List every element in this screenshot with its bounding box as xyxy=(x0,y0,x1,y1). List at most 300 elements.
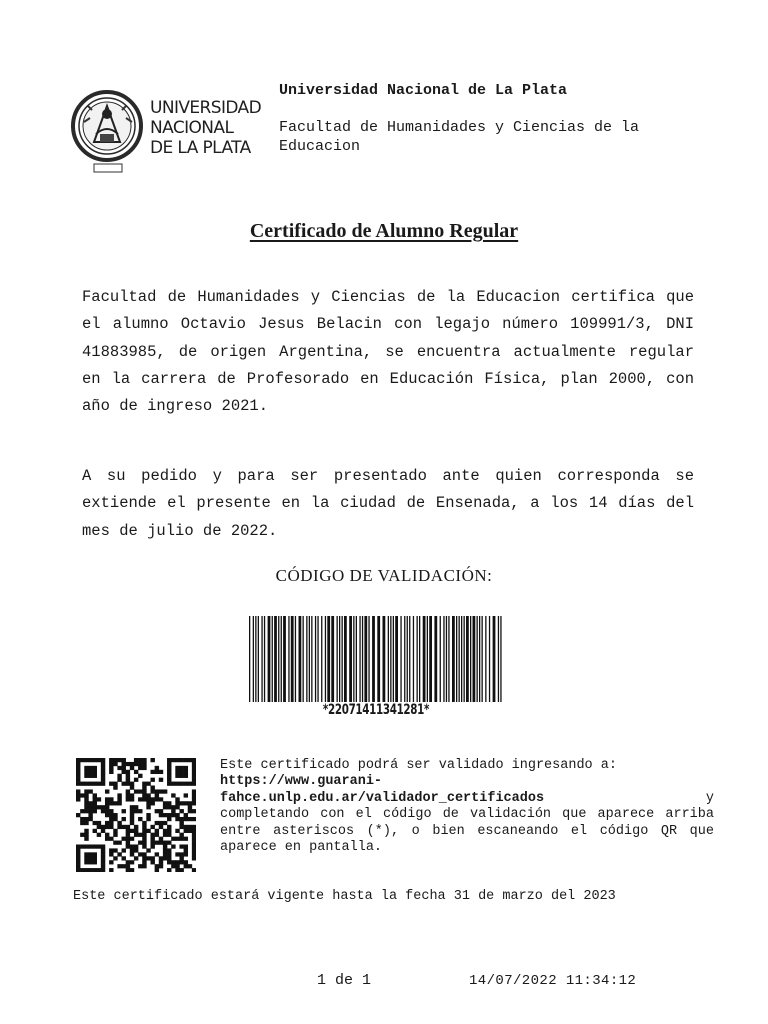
instructions-intro: Este certificado podrá ser validado ingresando a: xyxy=(220,758,617,773)
qr-module xyxy=(117,793,121,797)
qr-module xyxy=(97,797,101,801)
qr-module xyxy=(188,782,192,786)
qr-module xyxy=(130,829,134,833)
qr-module xyxy=(105,809,109,813)
qr-module xyxy=(109,797,113,801)
qr-module xyxy=(167,782,171,786)
qr-module xyxy=(155,789,159,793)
qr-module xyxy=(113,813,117,817)
qr-module xyxy=(122,817,126,821)
barcode-bar xyxy=(400,616,401,702)
qr-module xyxy=(84,793,88,797)
qr-module xyxy=(192,848,196,852)
barcode-bar xyxy=(317,616,318,702)
qr-module xyxy=(88,844,92,848)
qr-module xyxy=(84,809,88,813)
qr-module xyxy=(130,782,134,786)
barcode-bar xyxy=(309,616,310,702)
qr-module xyxy=(117,758,121,762)
qr-module xyxy=(155,864,159,868)
barcode-bar xyxy=(479,616,480,702)
qr-module xyxy=(126,770,130,774)
barcode-bar xyxy=(344,616,347,702)
certification-paragraph: Facultad de Humanidades y Ciencias de la Educacion certifica que el alumno Octavio Jesus Belacin con legajo número 109991/3, DNI 41883985, de origen Argentina, se encuentra actualmente regular en la carrera de Profesorado en Educación Física, plan 2000, con año de ingreso 2021. xyxy=(82,288,694,416)
qr-module xyxy=(130,837,134,841)
qr-module xyxy=(192,833,196,837)
qr-module xyxy=(113,762,117,766)
qr-module xyxy=(101,758,105,762)
qr-module xyxy=(167,829,171,833)
qr-module xyxy=(184,860,188,864)
qr-module xyxy=(159,856,163,860)
qr-module xyxy=(126,841,130,845)
qr-module xyxy=(167,813,171,817)
qr-module xyxy=(184,825,188,829)
barcode-bar xyxy=(337,616,338,702)
qr-module xyxy=(109,801,113,805)
qr-module xyxy=(179,770,183,774)
qr-module xyxy=(101,778,105,782)
qr-module xyxy=(159,825,163,829)
qr-module xyxy=(130,793,134,797)
qr-module xyxy=(76,774,80,778)
qr-module xyxy=(188,809,192,813)
qr-module xyxy=(109,837,113,841)
qr-module xyxy=(138,809,142,813)
qr-module xyxy=(88,852,92,856)
qr-module xyxy=(155,770,159,774)
qr-module xyxy=(76,864,80,868)
qr-module xyxy=(138,774,142,778)
qr-module xyxy=(126,868,130,872)
qr-module xyxy=(192,778,196,782)
qr-module xyxy=(159,864,163,868)
qr-module xyxy=(113,829,117,833)
qr-module xyxy=(84,770,88,774)
qr-module xyxy=(192,841,196,845)
barcode-bar xyxy=(253,616,254,702)
qr-module xyxy=(134,844,138,848)
qr-module xyxy=(179,868,183,872)
qr-module xyxy=(113,782,117,786)
qr-module xyxy=(122,856,126,860)
barcode-bar xyxy=(258,616,259,702)
qr-module xyxy=(184,774,188,778)
barcode-bar xyxy=(493,616,496,702)
qr-module xyxy=(105,821,109,825)
barcode-bar xyxy=(459,616,460,702)
qr-module xyxy=(142,829,146,833)
qr-module xyxy=(159,797,163,801)
barcode-bar xyxy=(470,616,471,702)
qr-module xyxy=(142,758,146,762)
qr-module xyxy=(109,868,113,872)
qr-module xyxy=(93,805,97,809)
qr-module xyxy=(84,844,88,848)
qr-module xyxy=(188,817,192,821)
barcode-bar xyxy=(429,616,432,702)
qr-module xyxy=(179,833,183,837)
qr-module xyxy=(113,848,117,852)
qr-module xyxy=(76,848,80,852)
validator-url-line2: fahce.unlp.edu.ar/validador_certificados xyxy=(220,790,545,806)
barcode-bar xyxy=(278,616,279,702)
qr-module xyxy=(93,856,97,860)
qr-module xyxy=(175,817,179,821)
qr-module xyxy=(150,841,154,845)
qr-module xyxy=(126,762,130,766)
qr-module xyxy=(84,758,88,762)
qr-module xyxy=(93,844,97,848)
qr-module xyxy=(122,809,126,813)
qr-module xyxy=(159,841,163,845)
qr-module xyxy=(109,821,113,825)
qr-module xyxy=(97,868,101,872)
logo-wordmark xyxy=(150,98,261,158)
qr-module xyxy=(179,809,183,813)
qr-module xyxy=(167,758,171,762)
qr-module xyxy=(117,841,121,845)
qr-module xyxy=(192,774,196,778)
university-name: Universidad Nacional de La Plata xyxy=(279,82,568,99)
qr-module xyxy=(184,801,188,805)
barcode-bar xyxy=(327,616,330,702)
qr-module xyxy=(105,789,109,793)
qr-module xyxy=(109,758,113,762)
qr-module xyxy=(117,797,121,801)
barcode-bar xyxy=(342,616,343,702)
qr-module xyxy=(93,821,97,825)
qr-module xyxy=(175,770,179,774)
qr-module xyxy=(171,860,175,864)
barcode-bar xyxy=(283,616,286,702)
barcode-number: *22071411341281* xyxy=(322,702,430,718)
qr-module xyxy=(163,829,167,833)
barcode-bar xyxy=(291,616,294,702)
qr-module xyxy=(167,848,171,852)
qr-module xyxy=(122,758,126,762)
qr-module xyxy=(175,782,179,786)
qr-module xyxy=(76,813,80,817)
barcode-bar xyxy=(388,616,389,702)
qr-module xyxy=(171,805,175,809)
qr-module xyxy=(179,782,183,786)
qr-module xyxy=(155,766,159,770)
barcode-bar xyxy=(299,616,302,702)
barcode-bar xyxy=(461,616,462,702)
qr-module xyxy=(105,797,109,801)
barcode-bar xyxy=(281,616,282,702)
qr-module xyxy=(167,841,171,845)
barcode-bar xyxy=(440,616,441,702)
qr-module xyxy=(122,864,126,868)
qr-module xyxy=(150,770,154,774)
qr-module xyxy=(101,860,105,864)
barcode-bar xyxy=(339,616,340,702)
qr-module xyxy=(179,837,183,841)
qr-module xyxy=(109,817,113,821)
qr-module xyxy=(192,817,196,821)
qr-module xyxy=(93,782,97,786)
qr-module xyxy=(142,841,146,845)
qr-module xyxy=(179,817,183,821)
qr-module xyxy=(184,864,188,868)
qr-module xyxy=(130,786,134,790)
qr-module xyxy=(97,825,101,829)
qr-module xyxy=(105,825,109,829)
qr-module xyxy=(142,821,146,825)
qr-module xyxy=(105,813,109,817)
qr-module xyxy=(101,825,105,829)
qr-module xyxy=(88,817,92,821)
qr-module xyxy=(130,805,134,809)
qr-module xyxy=(138,762,142,766)
qr-module xyxy=(76,758,80,762)
qr-module xyxy=(192,793,196,797)
barcode-bar xyxy=(446,616,447,702)
qr-module xyxy=(80,821,84,825)
qr-module xyxy=(122,848,126,852)
qr-module xyxy=(80,809,84,813)
qr-module xyxy=(142,833,146,837)
barcode-bar xyxy=(353,616,354,702)
qr-module xyxy=(184,766,188,770)
qr-module xyxy=(126,864,130,868)
barcode-bar xyxy=(261,616,262,702)
qr-module xyxy=(138,833,142,837)
qr-module xyxy=(175,766,179,770)
qr-module xyxy=(138,789,142,793)
qr-module xyxy=(167,770,171,774)
qr-module xyxy=(84,782,88,786)
qr-module xyxy=(126,778,130,782)
qr-module xyxy=(122,762,126,766)
qr-module xyxy=(126,789,130,793)
barcode-bar xyxy=(288,616,289,702)
qr-module xyxy=(130,813,134,817)
qr-module xyxy=(80,793,84,797)
qr-module xyxy=(163,821,167,825)
qr-module xyxy=(84,789,88,793)
barcode-bar xyxy=(485,616,486,702)
qr-module xyxy=(150,837,154,841)
qr-module xyxy=(167,778,171,782)
qr-module xyxy=(101,805,105,809)
certificate-title xyxy=(0,220,768,243)
qr-module xyxy=(130,860,134,864)
barcode-bar xyxy=(255,616,256,702)
qr-module xyxy=(84,829,88,833)
qr-module xyxy=(167,766,171,770)
qr-module xyxy=(76,778,80,782)
qr-module xyxy=(150,778,154,782)
qr-module xyxy=(171,793,175,797)
qr-module xyxy=(109,860,113,864)
qr-module xyxy=(163,848,167,852)
qr-module xyxy=(167,868,171,872)
qr-module xyxy=(84,774,88,778)
qr-module xyxy=(117,852,121,856)
qr-module xyxy=(84,856,88,860)
qr-module xyxy=(93,829,97,833)
logo-line: UNIVERSIDAD xyxy=(150,98,262,118)
qr-module xyxy=(179,801,183,805)
qr-module xyxy=(134,833,138,837)
qr-module xyxy=(138,758,142,762)
qr-module xyxy=(80,817,84,821)
barcode-bar xyxy=(356,616,357,702)
qr-module xyxy=(130,868,134,872)
qr-module xyxy=(155,829,159,833)
qr-module xyxy=(192,809,196,813)
qr-module xyxy=(142,766,146,770)
qr-module xyxy=(142,852,146,856)
qr-module xyxy=(155,868,159,872)
instructions-connector: y xyxy=(705,790,714,806)
barcode-bar xyxy=(409,616,410,702)
qr-module xyxy=(105,801,109,805)
barcode-bar xyxy=(395,616,398,702)
barcode-bar xyxy=(393,616,394,702)
qr-module xyxy=(93,766,97,770)
qr-module xyxy=(155,797,159,801)
qr-module xyxy=(175,829,179,833)
barcode-bar xyxy=(390,616,391,702)
barcode-bar xyxy=(477,616,478,702)
qr-module xyxy=(109,809,113,813)
qr-module xyxy=(88,758,92,762)
qr-module xyxy=(179,825,183,829)
barcode-bar xyxy=(452,616,455,702)
qr-module xyxy=(167,860,171,864)
qr-module xyxy=(97,805,101,809)
qr-module xyxy=(192,844,196,848)
qr-module xyxy=(76,868,80,872)
qr-module xyxy=(179,821,183,825)
qr-module xyxy=(130,817,134,821)
qr-module xyxy=(150,789,154,793)
qr-module xyxy=(175,864,179,868)
qr-module xyxy=(184,817,188,821)
qr-module xyxy=(150,801,154,805)
qr-module xyxy=(101,762,105,766)
qr-module xyxy=(84,766,88,770)
qr-module xyxy=(146,793,150,797)
qr-module xyxy=(167,774,171,778)
qr-module xyxy=(84,852,88,856)
qr-module xyxy=(130,848,134,852)
barcode-bar xyxy=(364,616,367,702)
qr-module xyxy=(88,813,92,817)
qr-module xyxy=(97,758,101,762)
qr-module xyxy=(84,833,88,837)
qr-module xyxy=(101,848,105,852)
barcode-bar xyxy=(456,616,457,702)
qr-module xyxy=(101,774,105,778)
qr-module xyxy=(175,801,179,805)
qr-module xyxy=(113,833,117,837)
qr-module xyxy=(134,758,138,762)
qr-module xyxy=(76,797,80,801)
qr-module xyxy=(146,817,150,821)
university-logo xyxy=(70,84,262,176)
qr-module xyxy=(113,817,117,821)
barcode-bar xyxy=(268,616,271,702)
qr-module xyxy=(142,844,146,848)
qr-module xyxy=(159,789,163,793)
qr-module xyxy=(150,844,154,848)
qr-module xyxy=(109,782,113,786)
qr-module xyxy=(80,833,84,837)
qr-module xyxy=(146,797,150,801)
qr-module xyxy=(88,805,92,809)
barcode-bar xyxy=(331,616,334,702)
qr-module xyxy=(109,825,113,829)
qr-module xyxy=(130,797,134,801)
qr-module xyxy=(97,844,101,848)
qr-module xyxy=(171,844,175,848)
qr-module xyxy=(93,793,97,797)
qr-module xyxy=(84,837,88,841)
qr-module xyxy=(192,825,196,829)
qr-module xyxy=(159,821,163,825)
qr-module xyxy=(76,762,80,766)
barcode-bar xyxy=(404,616,405,702)
barcode-bar xyxy=(419,616,420,702)
qr-module xyxy=(101,829,105,833)
qr-module xyxy=(138,864,142,868)
qr-module xyxy=(126,837,130,841)
qr-module xyxy=(155,809,159,813)
qr-module xyxy=(150,833,154,837)
qr-module xyxy=(175,805,179,809)
qr-module xyxy=(101,844,105,848)
qr-module xyxy=(93,860,97,864)
qr-module xyxy=(150,860,154,864)
qr-module xyxy=(184,848,188,852)
qr-module xyxy=(184,770,188,774)
qr-module xyxy=(84,797,88,801)
qr-module xyxy=(146,856,150,860)
qr-module xyxy=(117,778,121,782)
qr-module xyxy=(97,833,101,837)
qr-module xyxy=(84,805,88,809)
qr-module xyxy=(167,852,171,856)
qr-module xyxy=(80,844,84,848)
qr-module xyxy=(142,782,146,786)
qr-module xyxy=(150,758,154,762)
qr-module xyxy=(101,770,105,774)
qr-module xyxy=(109,770,113,774)
qr-module xyxy=(84,817,88,821)
issue-timestamp: 14/07/2022 11:34:12 xyxy=(469,973,637,989)
qr-module xyxy=(159,860,163,864)
qr-module xyxy=(150,786,154,790)
qr-module xyxy=(142,762,146,766)
qr-module xyxy=(146,813,150,817)
qr-module xyxy=(113,841,117,845)
barcode-bar xyxy=(325,616,326,702)
qr-module xyxy=(88,860,92,864)
qr-module xyxy=(130,809,134,813)
validation-barcode xyxy=(247,616,505,704)
validation-code-label: CÓDIGO DE VALIDACIÓN: xyxy=(275,566,493,585)
qr-module xyxy=(171,813,175,817)
qr-module xyxy=(76,770,80,774)
qr-module xyxy=(167,833,171,837)
qr-module xyxy=(84,821,88,825)
qr-module xyxy=(88,801,92,805)
